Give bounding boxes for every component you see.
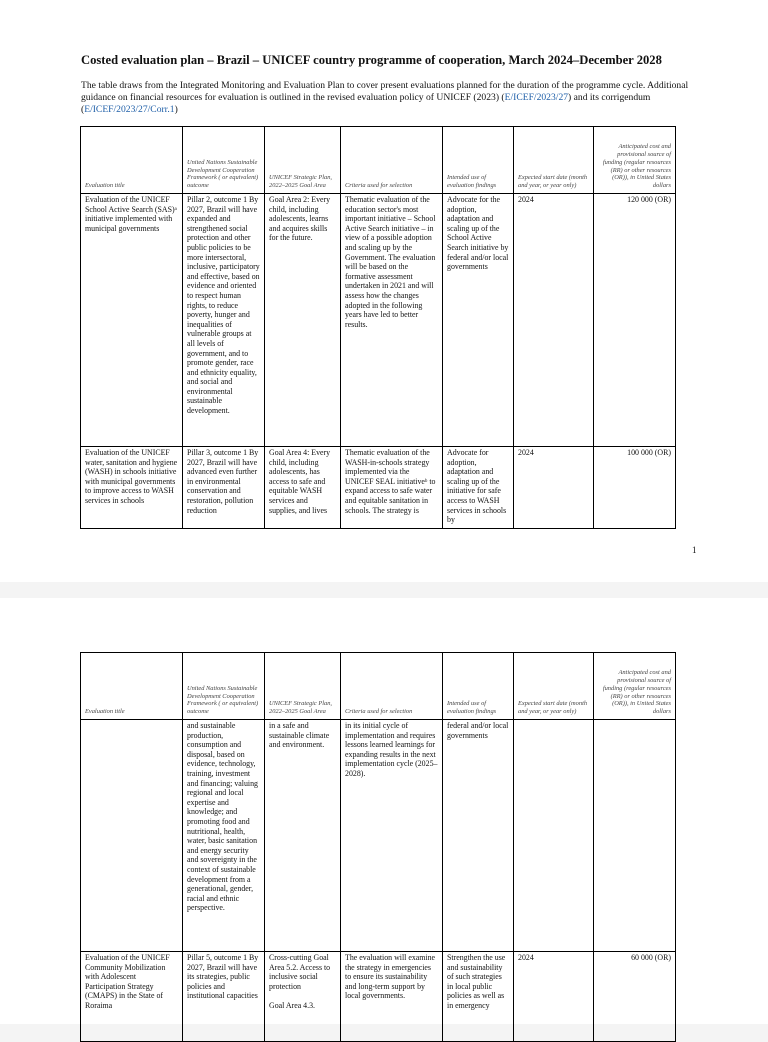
table-header-row <box>81 127 676 194</box>
document-page-2 <box>0 598 768 1024</box>
cell-outcome: and sustainable production, consumption and disposal, based on evidence, technology, training, investment and financing; valuing regional and local expertise and knowledge; and promoting food and nutritional, health, water, basic sanitation and energy security and sovereignty in the context of sustainable development from a generational, gender, racial and ethnic perspective. <box>183 720 265 952</box>
cell-cost: 60 000 (OR) <box>594 952 676 1042</box>
corrigendum-link[interactable]: E/ICEF/2023/27/Corr.1 <box>84 104 175 115</box>
cell-title: Evaluation of the UNICEF School Active Search (SAS)ᵃ initiative implemented with municipal governments <box>81 194 183 447</box>
cell-goal-area: in a safe and sustainable climate and environment. <box>265 720 341 952</box>
cell-start-date <box>514 720 594 952</box>
spacer <box>269 991 336 1001</box>
table-row <box>81 447 676 529</box>
document-title: Costed evaluation plan – Brazil – UNICEF country programme of cooperation, March 2024–December 2028 <box>81 53 662 67</box>
cell-intended-use: Strengthen the use and sustainability of such strategies in local public policies as well as in emergency <box>443 952 514 1042</box>
header-start-date: Expected start date (month and year, or year only) <box>514 653 594 720</box>
header-intended-use: Intended use of evaluation findings <box>443 127 514 194</box>
header-evaluation-title: Evaluation title <box>81 127 183 194</box>
cell-start-date: 2024 <box>514 952 594 1042</box>
header-evaluation-title: Evaluation title <box>81 653 183 720</box>
cell-intended-use: Advocate for adoption, adaptation and scaling up of the initiative for safe access to WASH services in schools by <box>443 447 514 529</box>
cell-outcome: Pillar 2, outcome 1 By 2027, Brazil will have expanded and strengthened social protection and other public policies to be more intersectoral, inclusive, participatory and effective, based on evidence and oriented to respect human rights, to reduce poverty, hunger and inequalities of vulnerable groups at all levels of government, and to promote gender, race and ethnicity equality, and social and environmental sustainable development. <box>183 194 265 447</box>
cell-outcome: Pillar 5, outcome 1 By 2027, Brazil will have its strategies, public policies and institutional capacities <box>183 952 265 1042</box>
cell-criteria: The evaluation will examine the strategy in emergencies to ensure its sustainability and long-term support by local governments. <box>341 952 443 1042</box>
cell-title: Evaluation of the UNICEF water, sanitation and hygiene (WASH) in schools initiative with municipal governments to improve access to WASH services in schools <box>81 447 183 529</box>
header-cost: Anticipated cost and provisional source of funding (regular resources (RR) or other resources (OR)), in United States dollars <box>594 653 676 720</box>
goal-area-text: Goal Area 4.3. <box>269 1000 316 1010</box>
table-row <box>81 720 676 952</box>
header-start-date: Expected start date (month and year, or year only) <box>514 127 594 194</box>
evaluation-table-continued <box>80 652 676 1042</box>
table-row <box>81 194 676 447</box>
intro-paragraph <box>81 80 691 116</box>
intro-text: ) and its corrigendum ( <box>81 92 651 115</box>
cell-cost: 120 000 (OR) <box>594 194 676 447</box>
header-criteria: Criteria used for selection <box>341 127 443 194</box>
table-header-row <box>81 653 676 720</box>
intro-text: The table draws from the Integrated Monitoring and Evaluation Plan to cover present evaluations planned for the duration of the programme cycle. Additional guidance on financial resources for evaluation is outlined in the revised evaluation policy of UNICEF (2023) ( <box>81 80 689 103</box>
cell-title <box>81 720 183 952</box>
cell-criteria: Thematic evaluation of the education sector's most important initiative – School Active Search initiative – in view of a possible adoption and scaling up by the Government. The evaluation will be based on the formative assessment undertaken in 2021 and will assess how the changes adopted in the following years have led to better results. <box>341 194 443 447</box>
header-undaf-outcome: United Nations Sustainable Development Cooperation Framework ( or equivalent) outcome <box>183 653 265 720</box>
goal-area-text: Cross-cutting Goal Area 5.2. Access to inclusive social protection <box>269 953 331 991</box>
cell-goal-area: Goal Area 2: Every child, including adolescents, learns and acquires skills for the future. <box>265 194 341 447</box>
intro-text: ) <box>174 104 178 115</box>
cell-cost: 100 000 (OR) <box>594 447 676 529</box>
policy-link[interactable]: E/ICEF/2023/27 <box>504 92 569 103</box>
cell-intended-use: federal and/or local governments <box>443 720 514 952</box>
header-intended-use: Intended use of evaluation findings <box>443 653 514 720</box>
cell-criteria: in its initial cycle of implementation and requires lessons learned learnings for expanding results in the next implementation cycle (2025–2028). <box>341 720 443 952</box>
cell-start-date: 2024 <box>514 194 594 447</box>
cell-title: Evaluation of the UNICEF Community Mobilization with Adolescent Participation Strategy (CMAPS) in the State of Roraima <box>81 952 183 1042</box>
cell-outcome: Pillar 3, outcome 1 By 2027, Brazil will have advanced even further in environmental conservation and restoration, pollution reduction <box>183 447 265 529</box>
header-criteria: Criteria used for selection <box>341 653 443 720</box>
cell-cost <box>594 720 676 952</box>
header-goal-area: UNICEF Strategic Plan, 2022–2025 Goal Area <box>265 653 341 720</box>
cell-goal-area: Goal Area 4: Every child, including adolescents, has access to safe and equitable WASH services and supplies, and lives <box>265 447 341 529</box>
header-goal-area: UNICEF Strategic Plan, 2022–2025 Goal Area <box>265 127 341 194</box>
table-row <box>81 952 676 1042</box>
cell-start-date: 2024 <box>514 447 594 529</box>
page-number: 1 <box>692 545 697 555</box>
evaluation-table <box>80 126 676 529</box>
cell-criteria: Thematic evaluation of the WASH-in-schools strategy implemented via the UNICEF SEAL initiativeᵇ to expand access to safe water and equitable sanitation in schools. The strategy is <box>341 447 443 529</box>
header-cost: Anticipated cost and provisional source of funding (regular resources (RR) or other resources (OR)), in United States dollars <box>594 127 676 194</box>
cell-intended-use: Advocate for the adoption, adaptation and scaling up of the School Active Search initiative by federal and/or local governments <box>443 194 514 447</box>
cell-goal-area <box>265 952 341 1042</box>
header-undaf-outcome: United Nations Sustainable Development Cooperation Framework ( or equivalent) outcome <box>183 127 265 194</box>
